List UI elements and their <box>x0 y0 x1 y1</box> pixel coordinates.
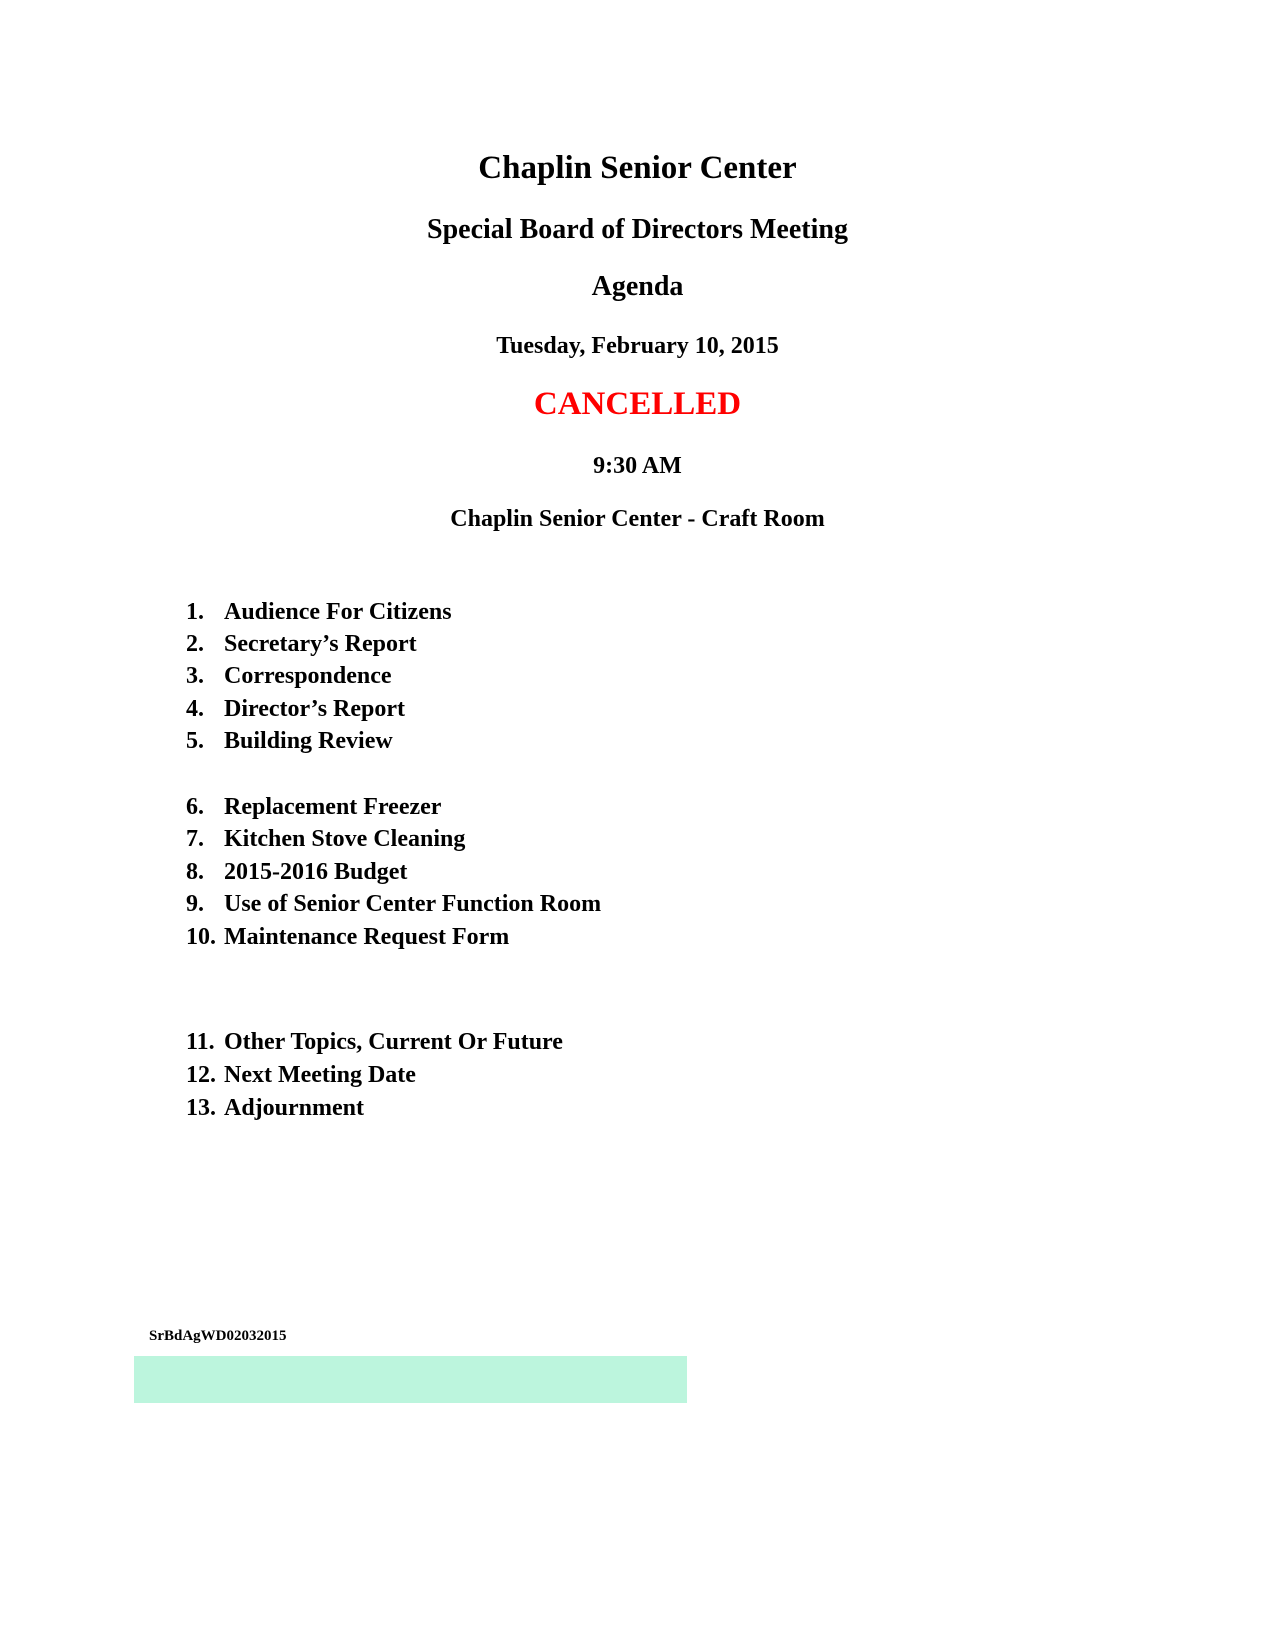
agenda-item-text: Audience For Citizens <box>224 599 452 625</box>
agenda-item-number: 9. <box>186 891 204 917</box>
agenda-item-number: 13. <box>186 1095 216 1121</box>
meeting-date: Tuesday, February 10, 2015 <box>496 333 779 359</box>
agenda-item-number: 8. <box>186 859 204 885</box>
highlight-bar <box>134 1356 687 1403</box>
agenda-item-number: 3. <box>186 663 204 689</box>
meeting-location: Chaplin Senior Center - Craft Room <box>450 506 825 532</box>
agenda-item-text: Use of Senior Center Function Room <box>224 891 602 917</box>
meeting-title: Special Board of Directors Meeting <box>427 214 848 245</box>
org-title: Chaplin Senior Center <box>478 150 797 186</box>
agenda-item-text: Kitchen Stove Cleaning <box>224 826 466 852</box>
meeting-time: 9:30 AM <box>593 453 682 479</box>
agenda-item <box>186 729 393 753</box>
agenda-item-text: Building Review <box>224 728 393 754</box>
agenda-item-number: 12. <box>186 1062 216 1088</box>
agenda-item-text: Secretary’s Report <box>224 631 417 657</box>
agenda-item-text: Correspondence <box>224 663 392 689</box>
agenda-item <box>186 795 441 819</box>
agenda-item <box>186 1063 416 1087</box>
agenda-item-number: 7. <box>186 826 204 852</box>
agenda-heading: Agenda <box>591 271 684 302</box>
agenda-item <box>186 860 407 884</box>
agenda-item-number: 2. <box>186 631 204 657</box>
agenda-item-number: 4. <box>186 696 204 722</box>
agenda-item-number: 11. <box>186 1029 215 1055</box>
agenda-item <box>186 1096 364 1120</box>
agenda-item <box>186 827 465 851</box>
agenda-item <box>186 697 405 721</box>
agenda-item <box>186 1030 563 1054</box>
agenda-item-text: Adjournment <box>224 1095 365 1121</box>
cancelled-status: CANCELLED <box>533 386 742 422</box>
agenda-item <box>186 892 601 916</box>
agenda-item <box>186 632 417 656</box>
agenda-item <box>186 664 392 688</box>
agenda-item-text: Next Meeting Date <box>224 1062 416 1088</box>
document-code: SrBdAgWD02032015 <box>149 1328 287 1344</box>
agenda-item-number: 1. <box>186 599 204 625</box>
agenda-item-text: Director’s Report <box>224 696 406 722</box>
agenda-item-text: 2015-2016 Budget <box>224 859 408 885</box>
agenda-item-text: Other Topics, Current Or Future <box>224 1029 563 1055</box>
agenda-item-text: Replacement Freezer <box>224 794 442 820</box>
agenda-item-text: Maintenance Request Form <box>224 924 510 950</box>
agenda-item-number: 5. <box>186 728 204 754</box>
agenda-item-number: 6. <box>186 794 204 820</box>
agenda-item <box>186 925 509 949</box>
agenda-item-number: 10. <box>186 924 216 950</box>
agenda-item <box>186 600 452 624</box>
